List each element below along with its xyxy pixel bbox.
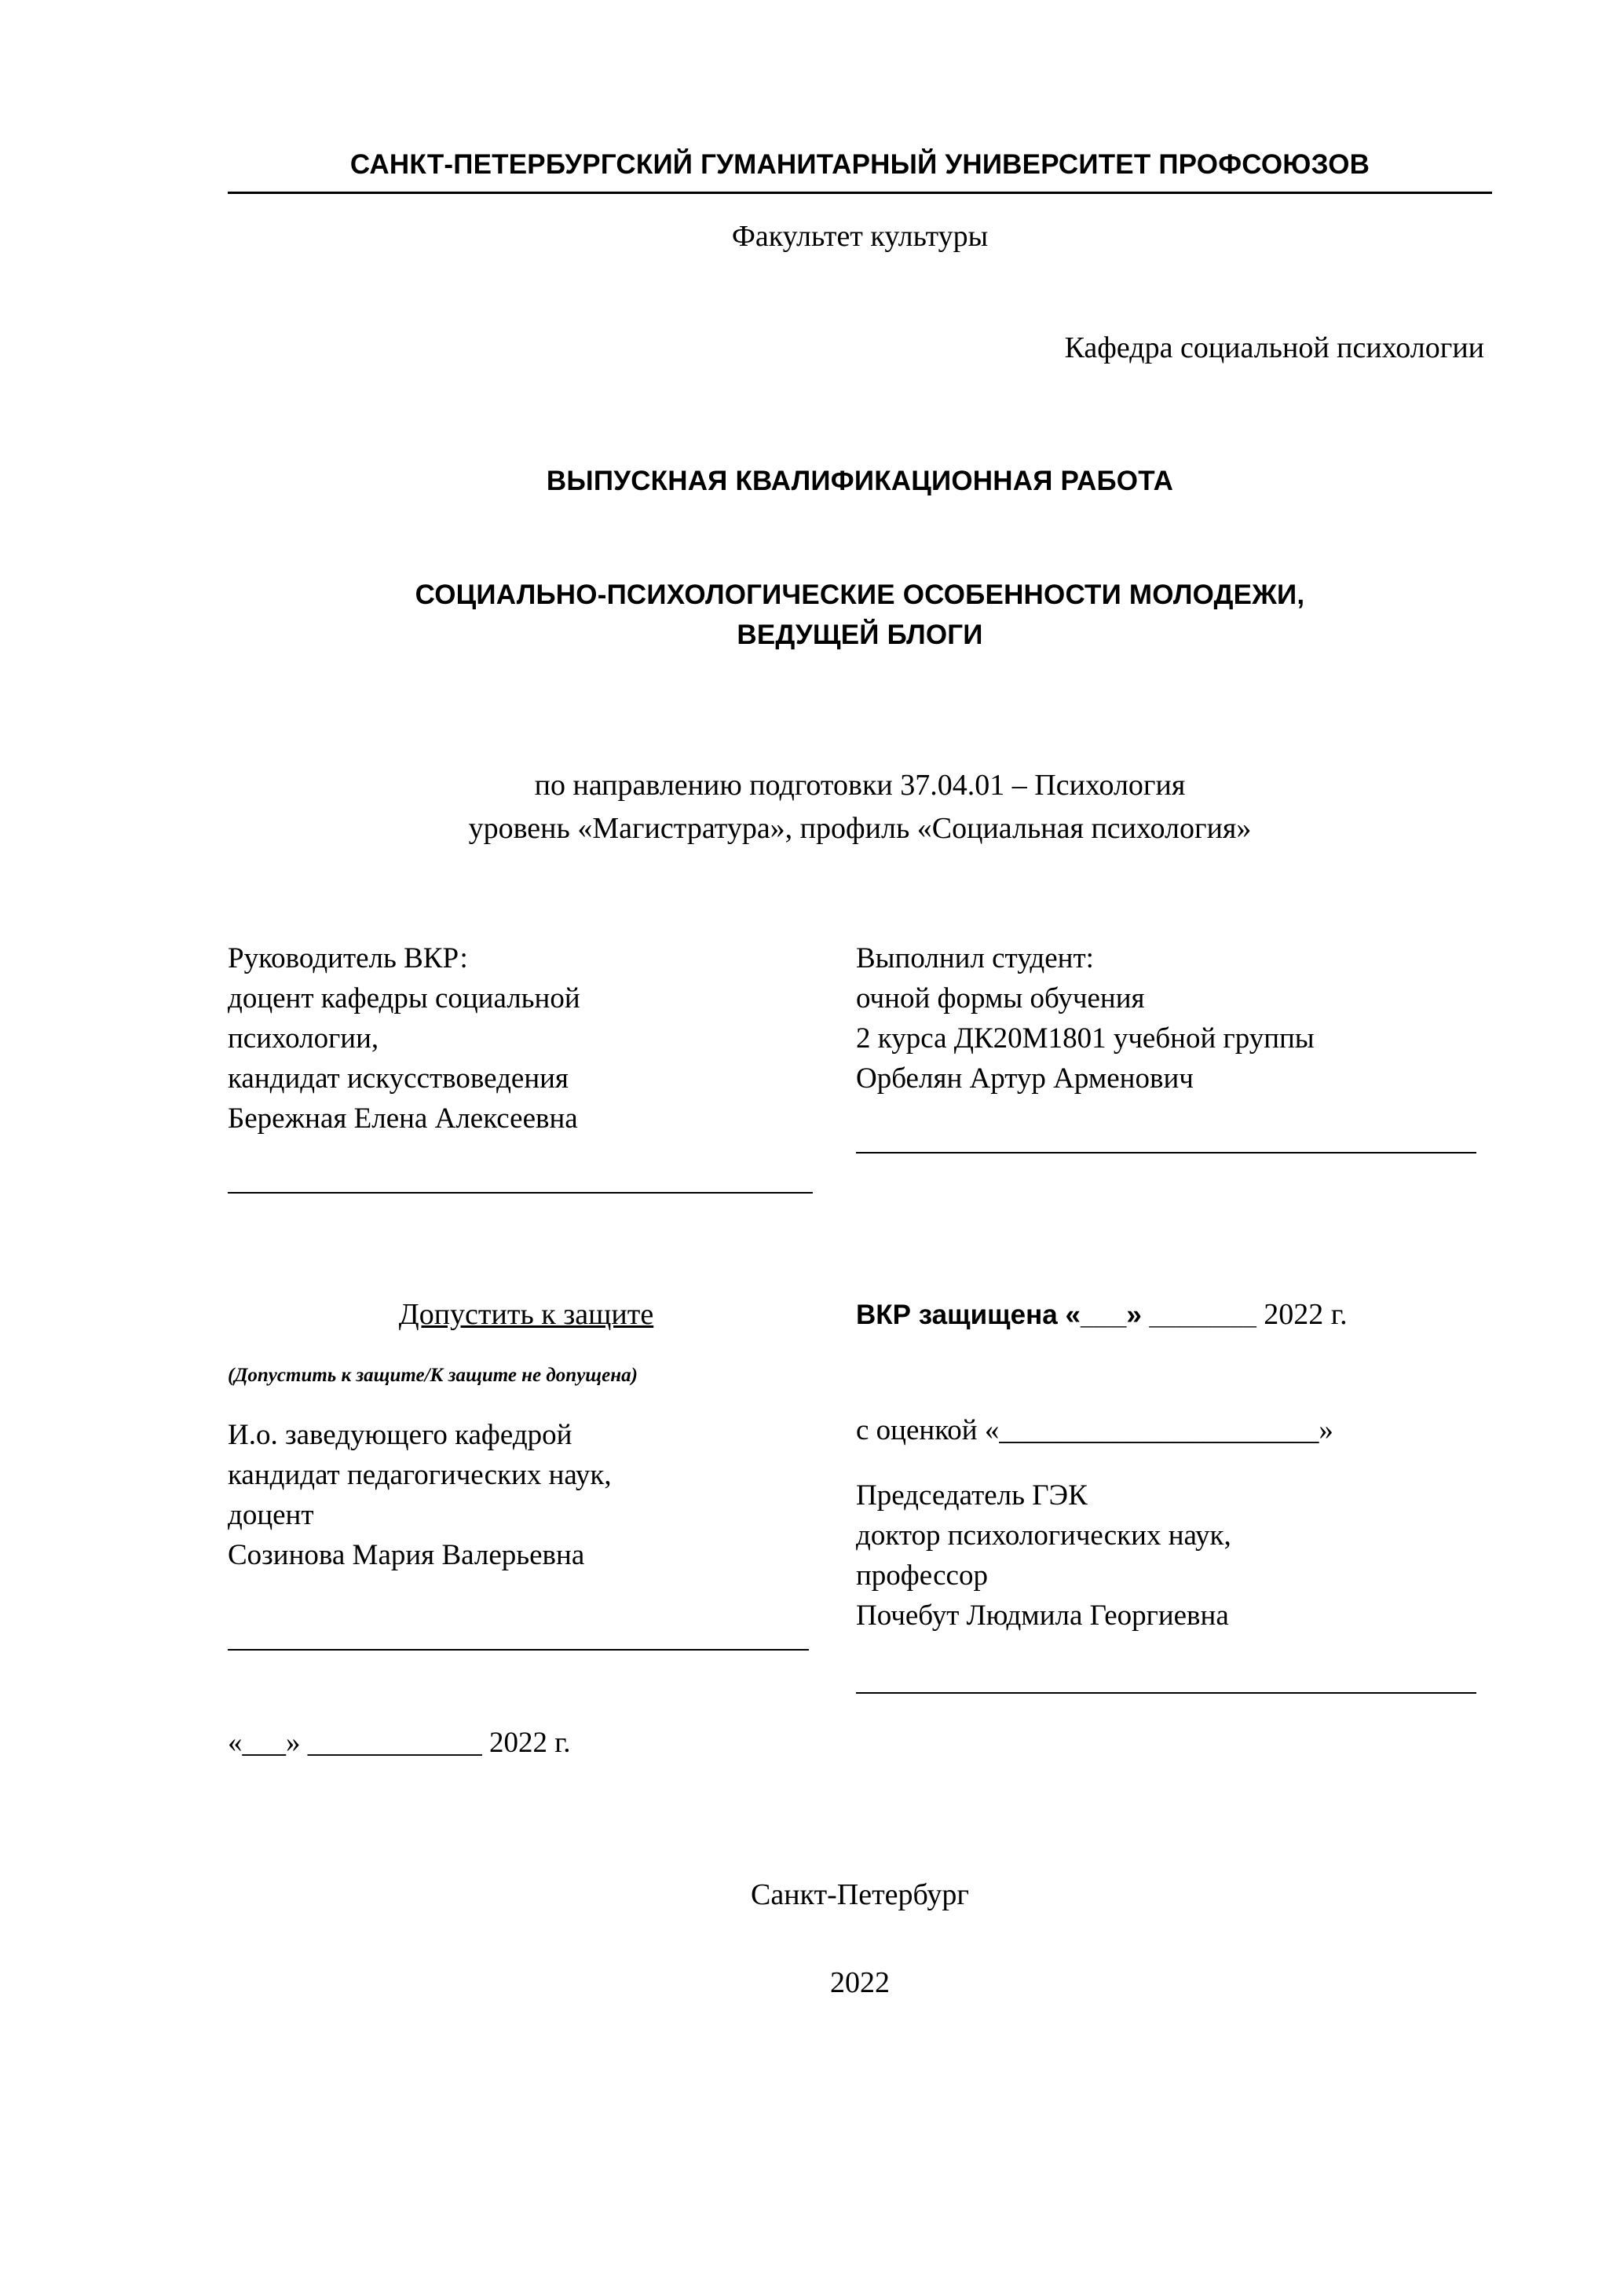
supervisor-block <box>228 938 856 1194</box>
admission-details <box>228 1415 825 1575</box>
program-info <box>228 764 1492 850</box>
supervisor-line-2: психологии, <box>228 1022 379 1055</box>
work-type: ВЫПУСКНАЯ КВАЛИФИКАЦИОННАЯ РАБОТА <box>546 466 1174 496</box>
admission-block <box>228 1297 856 1760</box>
work-title <box>228 576 1492 656</box>
faculty-name: Факультет культуры <box>731 220 989 253</box>
admission-date: «___» ____________ 2022 г. <box>228 1727 571 1760</box>
defence-mark: с оценкой «______________________» <box>856 1413 1333 1446</box>
work-title-line-1: СОЦИАЛЬНО-ПСИХОЛОГИЧЕСКИЕ ОСОБЕННОСТИ МОЛОДЕЖИ, <box>415 579 1305 610</box>
supervisor-line-1: доцент кафедры социальной <box>228 982 580 1015</box>
admission-line-2: кандидат педагогических наук, <box>228 1458 612 1491</box>
defence-title-tail: 2022 г. <box>1256 1297 1348 1331</box>
supervisor-label: Руководитель ВКР: <box>228 941 468 974</box>
supervisor-line-3: кандидат искусствоведения <box>228 1062 569 1095</box>
student-block <box>856 938 1492 1194</box>
department-name: Кафедра социальной психологии <box>1064 331 1484 364</box>
chair-details <box>856 1475 1492 1636</box>
admission-line-3: доцент <box>228 1499 314 1532</box>
supervisor-name: Бережная Елена Алексеевна <box>228 1102 578 1135</box>
admission-title: Допустить к защите <box>398 1297 654 1331</box>
admission-defence-row <box>228 1297 1492 1760</box>
admission-name: Созинова Мария Валерьевна <box>228 1539 585 1572</box>
title-page-content <box>228 149 1492 2000</box>
work-title-line-2: ВЕДУЩЕЙ БЛОГИ <box>737 619 983 650</box>
student-name: Орбелян Артур Арменович <box>856 1062 1194 1095</box>
defence-title-bold: ВКР защищена «___» _______ <box>856 1299 1256 1330</box>
student-line-1: очной формы обучения <box>856 982 1145 1015</box>
admission-line-1: И.о. заведующего кафедрой <box>228 1418 572 1451</box>
admission-signature-line <box>228 1647 809 1651</box>
program-line-2: уровень «Магистратура», профиль «Социальная психология» <box>468 811 1252 845</box>
chair-line-1: доктор психологических наук, <box>856 1519 1231 1552</box>
admission-note: (Допустить к защите/К защите не допущена) <box>228 1364 638 1386</box>
student-line-2: 2 курса ДК20М1801 учебной группы <box>856 1022 1315 1055</box>
supervisor-signature-line <box>228 1190 813 1194</box>
student-signature-line <box>856 1150 1476 1153</box>
year: 2022 <box>830 1966 890 2000</box>
chair-signature-line <box>856 1691 1476 1694</box>
defence-title <box>856 1297 1492 1332</box>
student-label: Выполнил студент: <box>856 941 1094 974</box>
supervisor-student-row <box>228 938 1492 1194</box>
city: Санкт-Петербург <box>750 1878 970 1912</box>
university-name: САНКТ-ПЕТЕРБУРГСКИЙ ГУМАНИТАРНЫЙ УНИВЕРСИТЕТ ПРОФСОЮЗОВ <box>228 149 1492 194</box>
chair-line-2: профессор <box>856 1559 988 1592</box>
chair-name: Почебут Людмила Георгиевна <box>856 1600 1229 1632</box>
program-line-1: по направлению подготовки 37.04.01 – Психология <box>534 768 1186 802</box>
defence-block <box>856 1297 1492 1760</box>
chair-label: Председатель ГЭК <box>856 1479 1088 1512</box>
